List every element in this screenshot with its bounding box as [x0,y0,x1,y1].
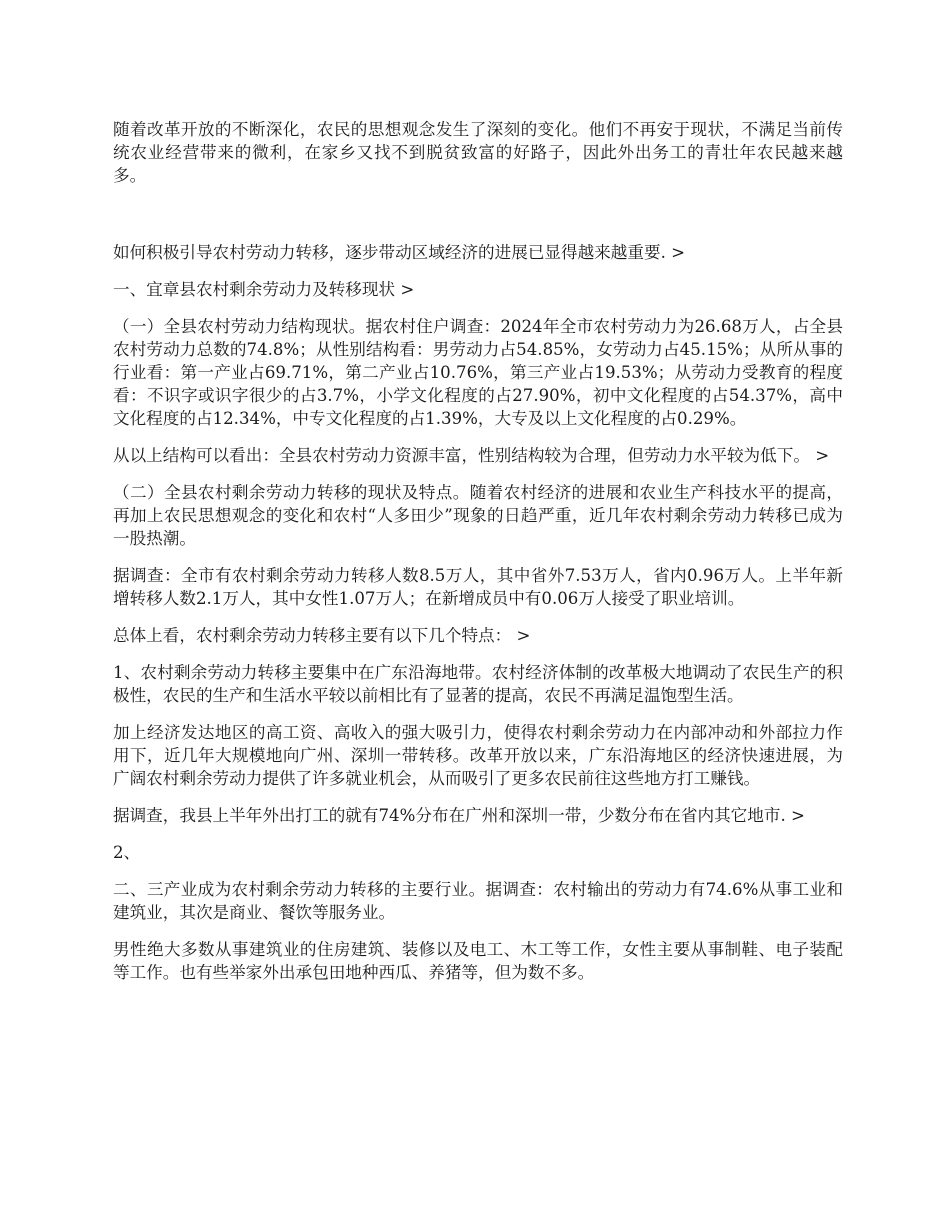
paragraph-features-intro: 总体上看，农村剩余劳动力转移主要有以下几个特点： > [113,626,531,645]
paragraph-guidance: 如何积极引导农村劳动力转移，逐步带动区域经济的进展已显得越来越重要. > [113,243,686,262]
paragraph-transfer-status: （二）全县农村剩余劳动力转移的现状及特点。随着农村经济的进展和农业生产科技水平的提高，再加上农民思想观念的变化和农村“人多田少”现象的日趋严重，近几年农村剩余劳动力转移已成为一股热潮。 [113,483,843,548]
document-body [113,118,843,998]
section-heading-status: 一、宜章县农村剩余劳动力及转移现状 > [113,280,415,299]
blank-spacer [113,201,843,241]
paragraph-feature-2-label: 2、 [113,843,141,862]
paragraph-feature-1-survey: 据调查，我县上半年外出打工的就有74%分布在广州和深圳一带，少数分布在省内其它地市. > [113,806,805,825]
paragraph-feature-1: 1、农村剩余劳动力转移主要集中在广东沿海地带。农村经济体制的改革极大地调动了农民生产的积极性，农民的生产和生活水平较以前相比有了显著的提高，农民不再满足温饱型生活。 [113,663,843,705]
paragraph-industries: 二、三产业成为农村剩余劳动力转移的主要行业。据调查：农村输出的劳动力有74.6%从事工业和建筑业，其次是商业、餐饮等服务业。 [113,880,843,922]
paragraph-gender-jobs: 男性绝大多数从事建筑业的住房建筑、装修以及电工、木工等工作，女性主要从事制鞋、电子装配等工作。也有些举家外出承包田地种西瓜、养猪等，但为数不多。 [113,940,843,982]
paragraph-intro: 随着改革开放的不断深化，农民的思想观念发生了深刻的变化。他们不再安于现状，不满足当前传统农业经营带来的微利，在家乡又找不到脱贫致富的好路子，因此外出务工的青壮年农民越来越多。 [113,120,843,185]
paragraph-structure-conclusion: 从以上结构可以看出：全县农村劳动力资源丰富，性别结构较为合理，但劳动力水平较为低下。 > [113,446,830,465]
paragraph-labor-structure: （一）全县农村劳动力结构现状。据农村住户调查：2024年全市农村劳动力为26.68万人，占全县农村劳动力总数的74.8%；从性别结构看：男劳动力占54.85%，女劳动力占45.15%；从所从事的行业看：第一产业占69.71%，第二产业占10.76%，第三产业占19.53%；从劳动力受教育的程度看：不识字或识字很少的占3.7%，小学文化程度的占27.90%，初中文化程度的占54.37%，高中文化程度的占12.34%，中专文化程度的占1.39%，大专及以上文化程度的占0.29%。 [113,317,843,428]
paragraph-feature-1-detail: 加上经济发达地区的高工资、高收入的强大吸引力，使得农村剩余劳动力在内部冲动和外部拉力作用下，近几年大规模地向广州、深圳一带转移。改革开放以来，广东沿海地区的经济快速进展，为广阔农村剩余劳动力提供了许多就业机会，从而吸引了更多农民前往这些地方打工赚钱。 [113,723,843,788]
paragraph-survey-numbers: 据调查：全市有农村剩余劳动力转移人数8.5万人，其中省外7.53万人，省内0.96万人。上半年新增转移人数2.1万人，其中女性1.07万人；在新增成员中有0.06万人接受了职业培训。 [113,566,843,608]
